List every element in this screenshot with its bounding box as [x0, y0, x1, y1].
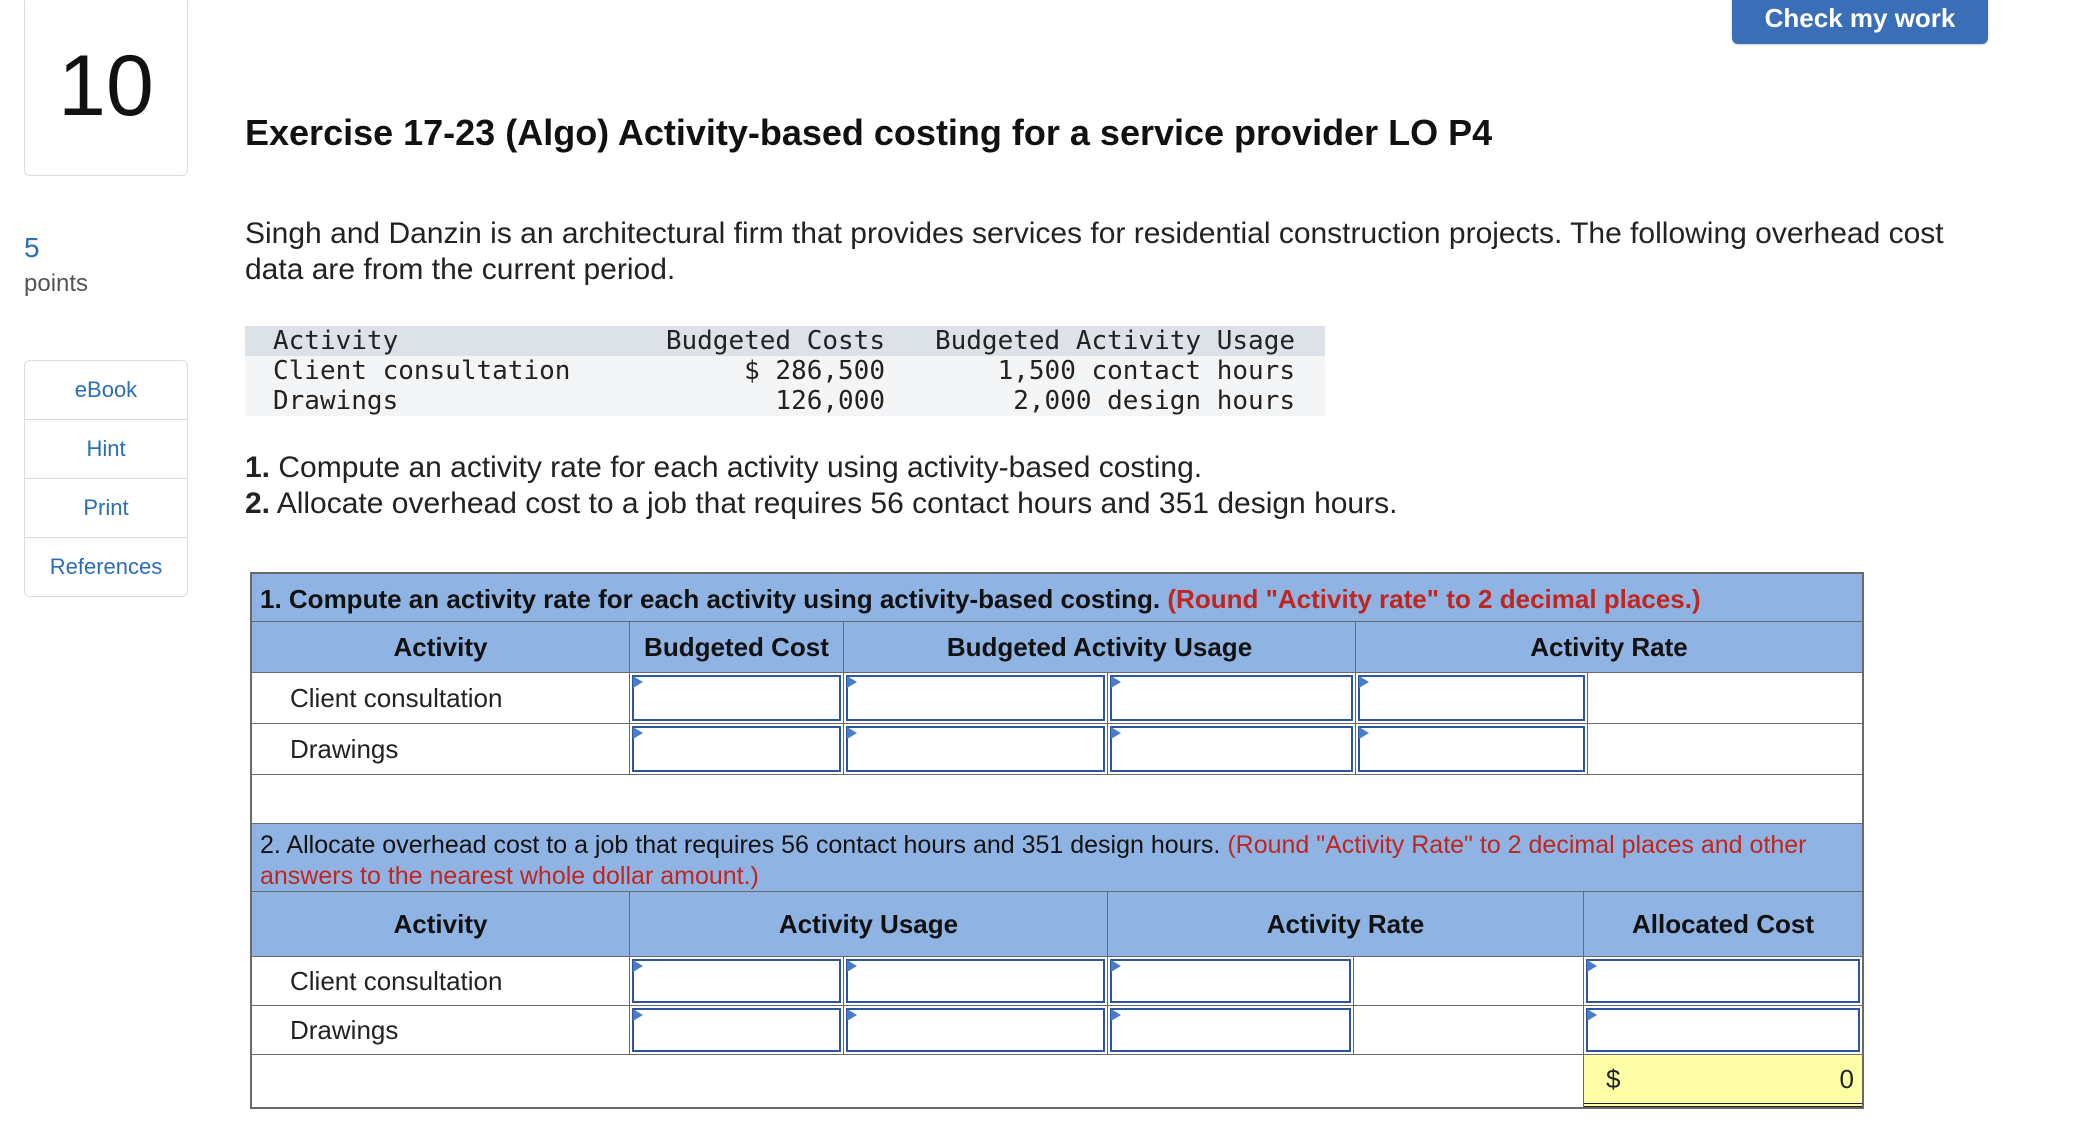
part2-usage-cell [630, 957, 844, 1005]
exercise-title: Exercise 17-23 (Algo) Activity-based costing for a service provider LO P4 [245, 112, 1493, 153]
usage-input[interactable] [846, 726, 1105, 772]
cost-data-table [245, 326, 1325, 416]
part1-row [252, 724, 1862, 775]
part2-header-allocated-cost: Allocated Cost [1631, 908, 1815, 939]
part2-row [252, 957, 1862, 1006]
part2-rate-unit-cell [1354, 1006, 1584, 1054]
requirement-1 [245, 450, 1397, 486]
part1-usage-cell [844, 724, 1108, 774]
usage-unit-input[interactable] [846, 1008, 1105, 1052]
requirement-2 [245, 486, 1397, 522]
section-spacer [252, 775, 1862, 824]
cost-header-activity: Activity [273, 326, 399, 356]
part1-header-budgeted-usage: Budgeted Activity Usage [844, 622, 1356, 672]
part1-row [252, 673, 1862, 724]
usage-unit-input[interactable] [1110, 675, 1353, 721]
usage-unit-input[interactable] [1110, 726, 1353, 772]
budgeted-cost-input[interactable] [632, 675, 841, 721]
usage-unit-input[interactable] [846, 959, 1105, 1003]
activity-rate-input[interactable] [1358, 726, 1585, 772]
part1-rate-cell [1356, 673, 1588, 723]
question-number-card [24, 0, 188, 176]
requirement-2-number: 2. [245, 487, 271, 520]
cost-row-usage: 2,000 design hours [1013, 386, 1295, 416]
part1-usage-cell [844, 673, 1108, 723]
part1-header-budgeted-cost: Budgeted Cost [630, 622, 844, 672]
part2-allocated-cell [1584, 1006, 1862, 1054]
requirement-2-text: Allocate overhead cost to a job that requires 56 contact hours and 351 design hours. [276, 487, 1398, 520]
part2-column-headers [252, 892, 1862, 957]
part1-instruction [252, 574, 1862, 622]
cost-row-cost: $ 286,500 [744, 356, 885, 386]
budgeted-cost-input[interactable] [632, 726, 841, 772]
exercise-intro: Singh and Danzin is an architectural firm that provides services for residential construction projects. The following overhead cost data are from the current period. [245, 217, 1944, 286]
total-currency: $ [1606, 1063, 1621, 1094]
activity-rate-input[interactable] [1110, 959, 1351, 1003]
part1-activity-label: Client consultation [252, 673, 630, 723]
activity-rate-input[interactable] [1110, 1008, 1351, 1052]
part1-usage-unit-cell [1108, 724, 1356, 774]
cost-table-row [245, 356, 1325, 386]
total-allocated-cost [1584, 1055, 1862, 1107]
total-blank [252, 1055, 1584, 1107]
part2-usage-unit-cell [844, 1006, 1108, 1054]
cost-header-costs: Budgeted Costs [665, 326, 885, 356]
activity-usage-input[interactable] [632, 959, 841, 1003]
part2-usage-unit-cell [844, 957, 1108, 1005]
requirements [245, 450, 1397, 522]
part2-row [252, 1006, 1862, 1055]
part2-activity-label: Drawings [252, 1006, 630, 1054]
requirement-1-number: 1. [245, 451, 271, 484]
cost-table-header [245, 326, 1325, 356]
part1-rate-unit-cell [1588, 673, 1862, 723]
points-label: points [24, 270, 89, 297]
total-value: 0 [1839, 1063, 1854, 1094]
part2-allocated-cell [1584, 957, 1862, 1005]
cost-row-cost: 126,000 [775, 386, 885, 416]
part1-rounding-note: (Round "Activity rate" to 2 decimal places.) [1167, 584, 1701, 614]
part2-header-usage: Activity Usage [630, 892, 1108, 956]
print-link[interactable]: Print [25, 479, 187, 538]
allocated-cost-input[interactable] [1586, 959, 1860, 1003]
check-my-work-button[interactable]: Check my work [1732, 0, 1988, 44]
references-link[interactable]: References [49, 554, 163, 579]
part1-rate-cell [1356, 724, 1588, 774]
part2-instruction [252, 824, 1862, 892]
part2-activity-label: Client consultation [252, 957, 630, 1005]
part1-header-activity: Activity [252, 622, 630, 672]
part2-instruction-text: 2. Allocate overhead cost to a job that requires 56 contact hours and 351 design hours. [260, 831, 1221, 859]
cost-table-row [245, 386, 1325, 416]
part1-header-activity-rate: Activity Rate [1530, 631, 1688, 662]
part1-budgeted-cost-cell [630, 673, 844, 723]
part2-usage-cell [630, 1006, 844, 1054]
part2-rounding-note: (Round "Activity Rate" to 2 decimal places and other answers to the nearest whole dollar amount.) [260, 831, 1807, 890]
requirement-1-text: Compute an activity rate for each activity using activity-based costing. [278, 451, 1203, 484]
hint-link[interactable]: Hint [25, 420, 187, 479]
part1-column-headers [252, 622, 1862, 673]
points-value: 5 [24, 232, 40, 263]
activity-usage-input[interactable] [632, 1008, 841, 1052]
ebook-link[interactable]: eBook [25, 361, 187, 420]
answer-worksheet [250, 572, 1864, 1109]
cost-header-usage: Budgeted Activity Usage [934, 326, 1295, 356]
part1-instruction-text: 1. Compute an activity rate for each activity using activity-based costing. [260, 584, 1161, 614]
question-number: 10 [58, 37, 154, 134]
side-menu [24, 360, 188, 597]
part2-header-activity: Activity [252, 892, 630, 956]
cost-row-activity: Client consultation [273, 356, 571, 386]
part1-rate-unit-cell [1588, 724, 1862, 774]
part2-rate-cell [1108, 1006, 1354, 1054]
part2-rate-unit-cell [1354, 957, 1584, 1005]
allocated-cost-input[interactable] [1586, 1008, 1860, 1052]
part1-budgeted-cost-cell [630, 724, 844, 774]
part2-header-rate: Activity Rate [1108, 892, 1584, 956]
usage-input[interactable] [846, 675, 1105, 721]
part2-rate-cell [1108, 957, 1354, 1005]
cost-row-usage: 1,500 contact hours [997, 356, 1295, 386]
part1-usage-unit-cell [1108, 673, 1356, 723]
total-row [252, 1055, 1862, 1107]
cost-row-activity: Drawings [273, 386, 399, 416]
part1-activity-label: Drawings [252, 724, 630, 774]
activity-rate-input[interactable] [1358, 675, 1585, 721]
